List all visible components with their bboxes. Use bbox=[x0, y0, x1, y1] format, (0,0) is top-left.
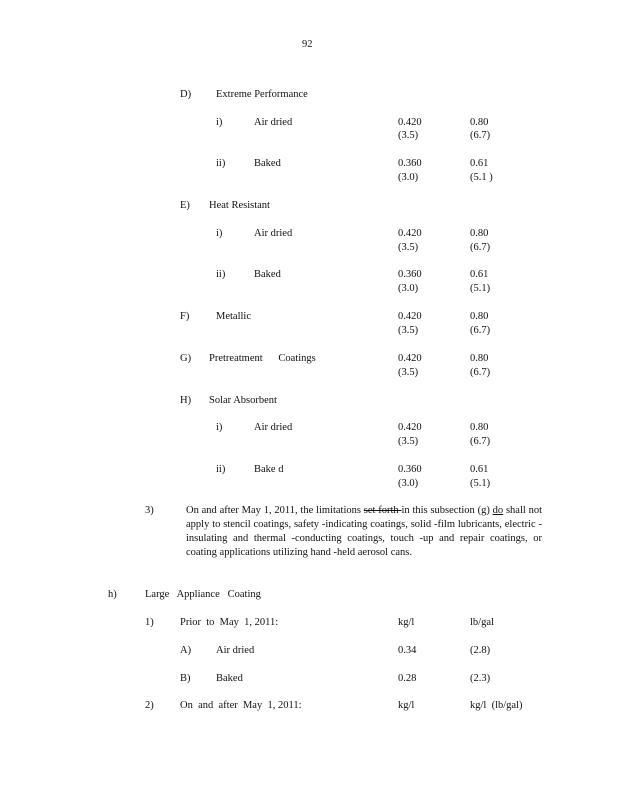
item-text: Air dried bbox=[216, 645, 255, 656]
struck-text: set forth bbox=[363, 505, 402, 516]
value-kg: 0.420 bbox=[398, 353, 422, 364]
item-label: 1) bbox=[145, 617, 154, 628]
page-number: 92 bbox=[302, 39, 313, 50]
paragraph-text bbox=[186, 504, 542, 560]
value-kg: 0.420 bbox=[398, 422, 422, 433]
paragraph-number: 3) bbox=[145, 505, 154, 516]
value-kg-2: 0.61 bbox=[470, 464, 489, 475]
item-label: 2) bbox=[145, 700, 154, 711]
row-text: Air dried bbox=[254, 228, 293, 239]
row-label: H) bbox=[180, 395, 192, 406]
row-label: G) bbox=[180, 353, 192, 364]
row-label: ii) bbox=[216, 158, 226, 169]
value-lb-2: (6.7) bbox=[470, 367, 491, 378]
row-label: F) bbox=[180, 311, 190, 322]
value-kg: 0.34 bbox=[398, 645, 417, 656]
item-text: On and after May 1, 2011: bbox=[180, 700, 302, 711]
paragraph-text-b: in this subsection (g) bbox=[401, 505, 493, 516]
row-label: ii) bbox=[216, 464, 226, 475]
unit-header-1: kg/l bbox=[398, 617, 415, 628]
paragraph-text-a: On and after May 1, 2011, the limitations bbox=[186, 505, 364, 516]
value-kg-2: 0.80 bbox=[470, 422, 489, 433]
value-lb-2: (5.1 ) bbox=[470, 172, 493, 183]
value-lb: (3.5) bbox=[398, 242, 419, 253]
value-lb: (2.3) bbox=[470, 673, 491, 684]
value-kg-2: 0.80 bbox=[470, 353, 489, 364]
row-text: Extreme Performance bbox=[216, 89, 308, 100]
value-kg: 0.420 bbox=[398, 117, 422, 128]
value-kg-2: 0.61 bbox=[470, 158, 489, 169]
value-kg: 0.360 bbox=[398, 158, 422, 169]
row-label: D) bbox=[180, 89, 192, 100]
value-lb-2: (5.1) bbox=[470, 283, 491, 294]
item-text: Baked bbox=[216, 673, 243, 684]
row-label: ii) bbox=[216, 269, 226, 280]
value-lb-2: (6.7) bbox=[470, 325, 491, 336]
row-label: i) bbox=[216, 422, 223, 433]
paragraph-text-c: shall not apply to stencil coatings, safety -indicating coatings, solid -film lubricants, electric -insulating and thermal -conducting coatings, touch -up and repair coatings, or coating applications utilizing hand -held aerosol cans. bbox=[186, 505, 543, 558]
underlined-text: do bbox=[492, 505, 504, 516]
unit-header-2: kg/l (lb/gal) bbox=[470, 700, 523, 711]
row-text: Air dried bbox=[254, 117, 293, 128]
unit-header-2: lb/gal bbox=[470, 617, 494, 628]
row-text: Heat Resistant bbox=[209, 200, 270, 211]
value-kg: 0.360 bbox=[398, 464, 422, 475]
row-text: Baked bbox=[254, 269, 281, 280]
value-kg: 0.420 bbox=[398, 311, 422, 322]
row-label: E) bbox=[180, 200, 190, 211]
value-kg-2: 0.80 bbox=[470, 311, 489, 322]
row-text: Pretreatment Coatings bbox=[209, 353, 316, 364]
value-lb-2: (6.7) bbox=[470, 130, 491, 141]
value-kg-2: 0.61 bbox=[470, 269, 489, 280]
row-text: Metallic bbox=[216, 311, 251, 322]
value-lb: (3.5) bbox=[398, 325, 419, 336]
value-kg-2: 0.80 bbox=[470, 117, 489, 128]
row-text: Solar Absorbent bbox=[209, 395, 277, 406]
value-lb-2: (5.1) bbox=[470, 478, 491, 489]
value-lb: (2.8) bbox=[470, 645, 491, 656]
row-text: Bake d bbox=[254, 464, 284, 475]
value-lb: (3.5) bbox=[398, 130, 419, 141]
row-label: i) bbox=[216, 117, 223, 128]
value-lb: (3.5) bbox=[398, 367, 419, 378]
value-lb: (3.0) bbox=[398, 172, 419, 183]
value-lb: (3.5) bbox=[398, 436, 419, 447]
value-kg: 0.420 bbox=[398, 228, 422, 239]
unit-header-1: kg/l bbox=[398, 700, 415, 711]
value-lb: (3.0) bbox=[398, 283, 419, 294]
value-kg: 0.360 bbox=[398, 269, 422, 280]
value-lb: (3.0) bbox=[398, 478, 419, 489]
row-text: Baked bbox=[254, 158, 281, 169]
section-label: h) bbox=[108, 589, 117, 600]
item-label: A) bbox=[180, 645, 192, 656]
item-text: Prior to May 1, 2011: bbox=[180, 617, 279, 628]
item-label: B) bbox=[180, 673, 191, 684]
row-label: i) bbox=[216, 228, 223, 239]
value-kg: 0.28 bbox=[398, 673, 417, 684]
value-lb-2: (6.7) bbox=[470, 242, 491, 253]
section-title: Large Appliance Coating bbox=[145, 589, 261, 600]
value-kg-2: 0.80 bbox=[470, 228, 489, 239]
value-lb-2: (6.7) bbox=[470, 436, 491, 447]
row-text: Air dried bbox=[254, 422, 293, 433]
